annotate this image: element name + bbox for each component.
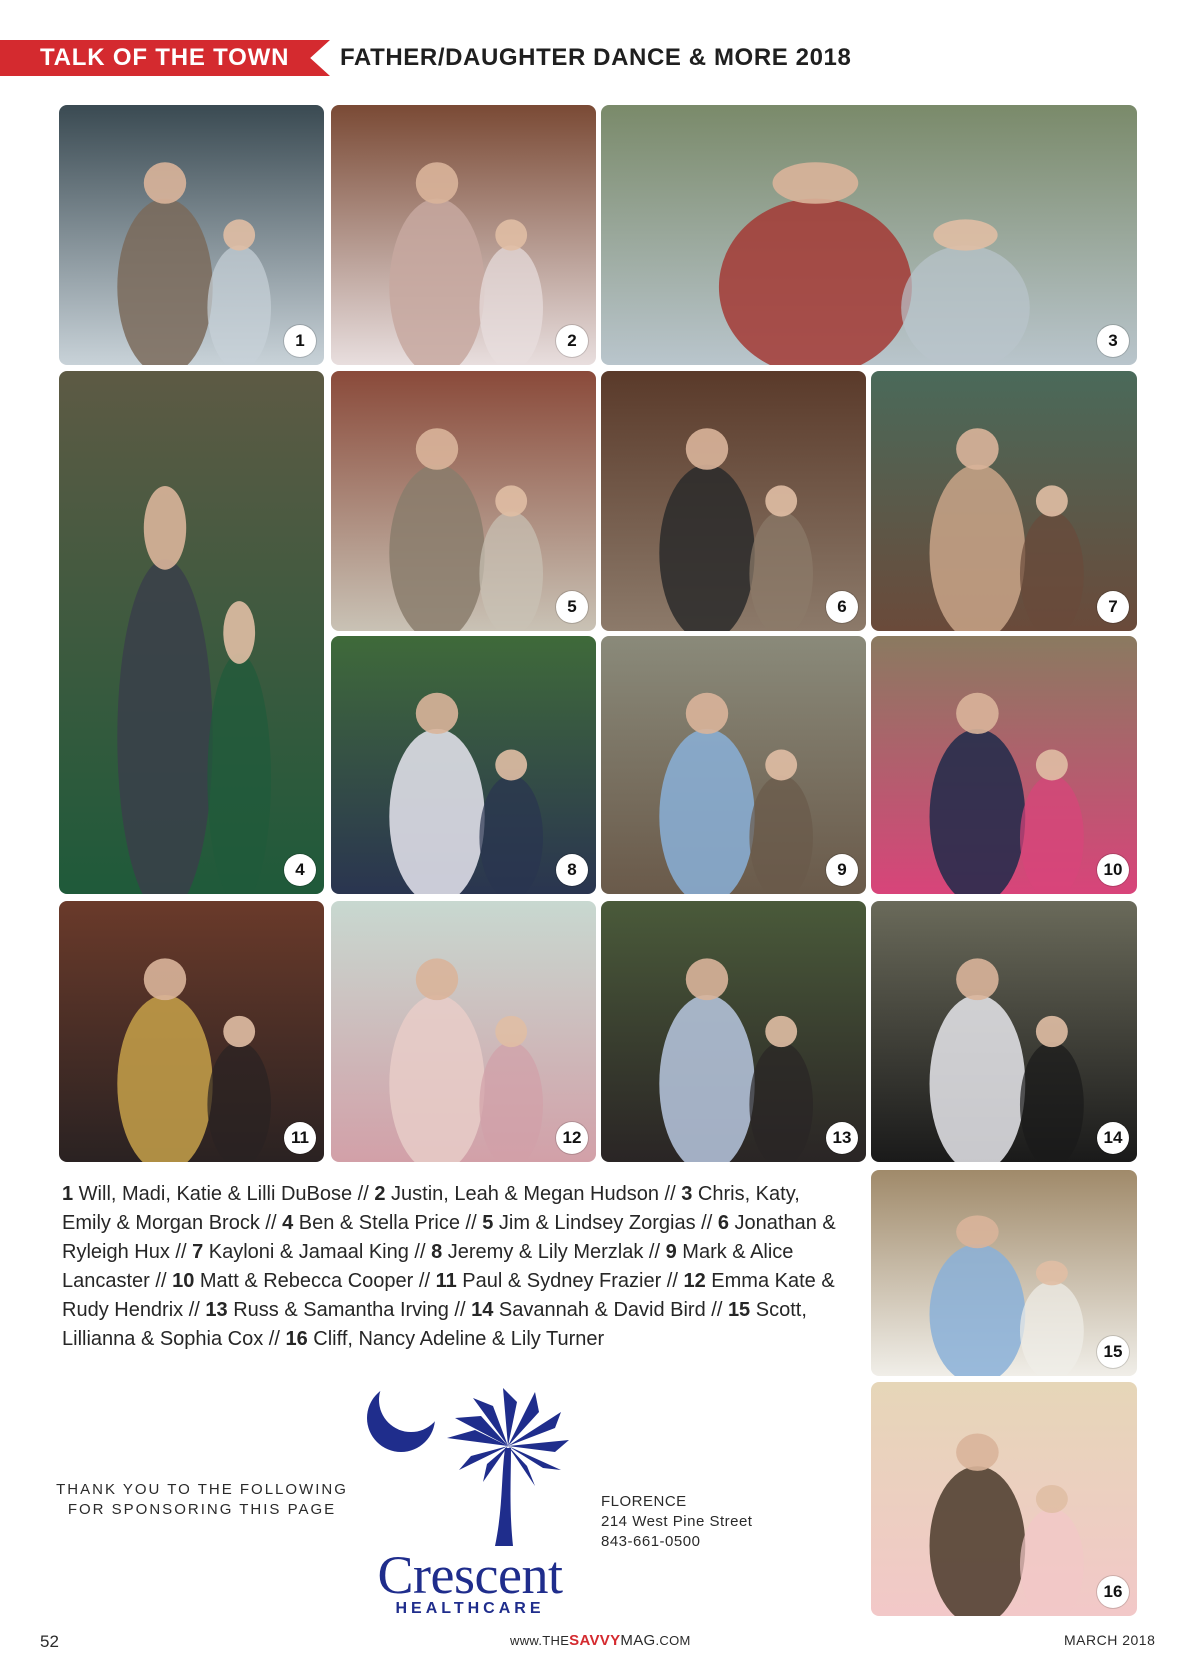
photo-1 xyxy=(59,105,324,365)
photo-image xyxy=(331,371,596,631)
photo-number-badge: 12 xyxy=(556,1122,588,1154)
caption-entry xyxy=(374,1183,659,1205)
caption-names: Russ & Samantha Irving xyxy=(227,1299,449,1321)
photo-12 xyxy=(331,901,596,1162)
caption-separator: // xyxy=(661,1270,684,1292)
sponsor-city: FLORENCE xyxy=(601,1493,687,1510)
caption-number: 4 xyxy=(282,1212,294,1234)
caption-names: Ben & Stella Price xyxy=(293,1212,460,1234)
sponsor-thanks-line2: FOR SPONSORING THIS PAGE xyxy=(67,1501,337,1518)
caption-number: 3 xyxy=(681,1183,693,1205)
caption-names: Jim & Lindsey Zorgias xyxy=(493,1212,696,1234)
caption-entry xyxy=(482,1212,695,1234)
photo-number-badge: 5 xyxy=(556,591,588,623)
site-url[interactable] xyxy=(510,1632,691,1649)
photo-image xyxy=(59,371,324,894)
photo-number-badge: 7 xyxy=(1097,591,1129,623)
caption-separator: // xyxy=(408,1241,432,1263)
sponsor-thanks-line1: THANK YOU TO THE FOLLOWING xyxy=(56,1481,348,1498)
photo-number-badge: 3 xyxy=(1097,325,1129,357)
photo-13 xyxy=(601,901,866,1162)
page-headline: FATHER/DAUGHTER DANCE & MORE 2018 xyxy=(340,44,852,71)
photo-number-badge: 13 xyxy=(826,1122,858,1154)
caption-number: 2 xyxy=(374,1183,386,1205)
section-banner xyxy=(0,40,330,76)
photo-10 xyxy=(871,636,1137,894)
caption-entry xyxy=(192,1241,409,1263)
photo-5 xyxy=(331,371,596,631)
photo-number-badge: 1 xyxy=(284,325,316,357)
sponsor-thanks xyxy=(52,1480,352,1520)
sponsor-street: 214 West Pine Street xyxy=(601,1513,753,1530)
photo-number-badge: 16 xyxy=(1097,1576,1129,1608)
caption-names: Jonathan & Ryleigh Hux xyxy=(62,1212,836,1263)
caption-names: Scott, Lillianna & Sophia Cox xyxy=(62,1299,807,1350)
sponsor-phone: 843-661-0500 xyxy=(601,1533,701,1550)
photo-number-badge: 6 xyxy=(826,591,858,623)
caption-separator: // xyxy=(259,1212,283,1234)
photo-number-badge: 14 xyxy=(1097,1122,1129,1154)
photo-number-badge: 10 xyxy=(1097,854,1129,886)
sponsor-logo xyxy=(355,1378,585,1618)
caption-separator: // xyxy=(413,1270,436,1292)
caption-entry xyxy=(62,1183,352,1205)
photo-15 xyxy=(871,1170,1137,1376)
caption-entry xyxy=(205,1299,448,1321)
caption-number: 16 xyxy=(285,1328,308,1350)
caption-separator: // xyxy=(183,1299,206,1321)
photo-number-badge: 9 xyxy=(826,854,858,886)
caption-number: 7 xyxy=(192,1241,204,1263)
caption-separator: // xyxy=(448,1299,472,1321)
photo-4 xyxy=(59,371,324,894)
site-mag: MAG xyxy=(620,1632,656,1649)
photo-image xyxy=(871,371,1137,631)
photo-16 xyxy=(871,1382,1137,1616)
caption-entry xyxy=(285,1328,604,1350)
caption-entry xyxy=(471,1299,706,1321)
photo-image xyxy=(59,901,324,1162)
caption-names: Matt & Rebecca Cooper xyxy=(194,1270,414,1292)
page-number: 52 xyxy=(40,1632,59,1651)
caption-separator: // xyxy=(695,1212,718,1234)
caption-names: Mark & Alice Lancaster xyxy=(62,1241,794,1292)
site-suffix: .COM xyxy=(655,1633,691,1648)
photo-number-badge: 11 xyxy=(284,1122,316,1154)
caption-names: Emma Kate & Rudy Hendrix xyxy=(62,1270,835,1321)
photo-image xyxy=(59,105,324,365)
photo-2 xyxy=(331,105,596,365)
photo-image xyxy=(331,901,596,1162)
photo-image xyxy=(871,1382,1137,1616)
caption-number: 12 xyxy=(683,1270,706,1292)
photo-14 xyxy=(871,901,1137,1162)
photo-captions xyxy=(62,1180,852,1354)
photo-image xyxy=(601,371,866,631)
caption-entry xyxy=(172,1270,413,1292)
caption-number: 9 xyxy=(665,1241,677,1263)
palmetto-tree-icon xyxy=(447,1388,569,1546)
caption-names: Chris, Katy, Emily & Morgan Brock xyxy=(62,1183,800,1234)
caption-entry xyxy=(436,1270,662,1292)
photo-number-badge: 2 xyxy=(556,325,588,357)
photo-number-badge: 8 xyxy=(556,854,588,886)
caption-number: 13 xyxy=(205,1299,228,1321)
caption-separator: // xyxy=(643,1241,666,1263)
section-label: TALK OF THE TOWN xyxy=(40,44,290,71)
photo-image xyxy=(601,636,866,894)
caption-number: 14 xyxy=(471,1299,494,1321)
issue-date: MARCH 2018 xyxy=(1064,1632,1156,1648)
photo-number-badge: 4 xyxy=(284,854,316,886)
photo-9 xyxy=(601,636,866,894)
caption-names: Justin, Leah & Megan Hudson xyxy=(385,1183,659,1205)
photo-image xyxy=(601,105,1137,365)
photo-image xyxy=(331,636,596,894)
caption-number: 1 xyxy=(62,1183,74,1205)
caption-separator: // xyxy=(169,1241,193,1263)
caption-entry xyxy=(282,1212,460,1234)
logo-artwork xyxy=(355,1378,585,1548)
photo-image xyxy=(871,1170,1137,1376)
caption-number: 11 xyxy=(435,1270,457,1292)
photo-7 xyxy=(871,371,1137,631)
site-prefix: www.THE xyxy=(510,1633,570,1648)
caption-number: 10 xyxy=(172,1270,195,1292)
crescent-moon-icon xyxy=(367,1378,443,1452)
caption-names: Jeremy & Lily Merzlak xyxy=(442,1241,644,1263)
sponsor-logo-subtitle: HEALTHCARE xyxy=(395,1600,545,1617)
caption-separator: // xyxy=(658,1183,682,1205)
caption-separator: // xyxy=(705,1299,728,1321)
caption-separator: // xyxy=(459,1212,483,1234)
caption-number: 5 xyxy=(482,1212,494,1234)
caption-names: Savannah & David Bird xyxy=(493,1299,706,1321)
caption-names: Cliff, Nancy Adeline & Lily Turner xyxy=(307,1328,605,1350)
photo-image xyxy=(601,901,866,1162)
caption-number: 8 xyxy=(431,1241,443,1263)
photo-number-badge: 15 xyxy=(1097,1336,1129,1368)
photo-image xyxy=(871,901,1137,1162)
caption-separator: // xyxy=(263,1328,286,1350)
photo-3 xyxy=(601,105,1137,365)
site-brand: SAVVY xyxy=(569,1632,621,1649)
sponsor-logo-name: Crescent xyxy=(377,1545,563,1605)
caption-entry xyxy=(431,1241,643,1263)
caption-number: 15 xyxy=(727,1299,751,1321)
caption-names: Will, Madi, Katie & Lilli DuBose xyxy=(73,1183,353,1205)
caption-number: 6 xyxy=(717,1212,729,1234)
photo-11 xyxy=(59,901,324,1162)
photo-8 xyxy=(331,636,596,894)
caption-names: Kayloni & Jamaal King xyxy=(203,1241,409,1263)
caption-separator: // xyxy=(149,1270,173,1292)
caption-names: Paul & Sydney Frazier xyxy=(456,1270,662,1292)
photo-image xyxy=(331,105,596,365)
photo-image xyxy=(871,636,1137,894)
sponsor-address xyxy=(601,1492,752,1552)
caption-separator: // xyxy=(352,1183,375,1205)
photo-6 xyxy=(601,371,866,631)
